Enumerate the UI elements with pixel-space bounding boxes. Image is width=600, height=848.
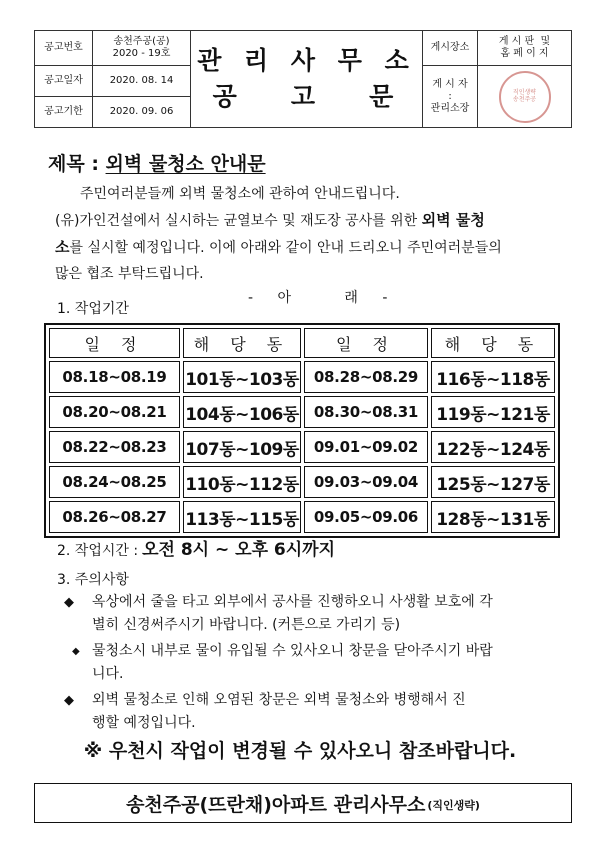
schedule-date: 08.22~08.23 [49, 431, 180, 463]
list-item [64, 591, 564, 637]
notice-title-line2: 공 고 문 [212, 82, 401, 111]
work-hours: 오전 8시 ~ 오후 6시까지 [142, 540, 336, 560]
label-notice-deadline: 공고기한 [35, 97, 93, 128]
intro-line3 [55, 234, 560, 261]
schedule-date: 08.30~08.31 [304, 396, 428, 428]
schedule-header-date-2: 일 정 [304, 328, 428, 358]
ara-heading: - 아 래 - [248, 290, 398, 306]
schedule-date: 08.28~08.29 [304, 361, 428, 393]
schedule-building: 122동~124동 [431, 431, 555, 463]
label-posting-place: 게시장소 [423, 31, 478, 66]
seal-omitted-note: (직인생략) [427, 799, 480, 812]
table-row [49, 466, 555, 498]
value-notice-deadline: 2020. 09. 06 [93, 97, 191, 128]
table-row [49, 501, 555, 533]
notice-title [191, 31, 423, 128]
schedule-date: 09.05~09.06 [304, 501, 428, 533]
rain-notice: ※ 우천시 작업이 변경될 수 있사오니 참조바랍니다. [83, 740, 517, 762]
schedule-date: 08.20~08.21 [49, 396, 180, 428]
section1-heading: 1. 작업기간 [57, 301, 129, 317]
intro-line3-bold: 소 [55, 238, 70, 256]
schedule-date: 08.24~08.25 [49, 466, 180, 498]
schedule-building: 107동~109동 [183, 431, 301, 463]
list-item [64, 640, 564, 686]
caution-list [64, 585, 564, 738]
label-notice-number: 공고번호 [35, 31, 93, 66]
official-seal-stamp [499, 71, 551, 123]
section2-heading [57, 535, 335, 560]
intro-line2 [55, 207, 560, 234]
intro-line1: 주민여러분들께 외벽 물청소에 관하여 안내드립니다. [80, 186, 400, 202]
diamond-bullet-icon: ◆ [64, 595, 74, 610]
intro-line2-text: (유)가인건설에서 실시하는 균열보수 및 재도장 공사를 위한 [55, 213, 422, 229]
schedule-building: 116동~118동 [431, 361, 555, 393]
section3-heading: 3. 주의사항 [57, 572, 129, 588]
poster-colon: : [448, 90, 452, 102]
office-name: 송천주공(뜨란채)아파트 관리사무소 [126, 793, 426, 816]
section2-label: 2. 작업시간 : [57, 543, 139, 559]
schedule-date: 08.26~08.27 [49, 501, 180, 533]
label-notice-date: 공고일자 [35, 66, 93, 97]
label-poster: 게 시 자 [432, 78, 468, 90]
intro-line3-text: 를 실시할 예정입니다. 이에 아래와 같이 안내 드리오니 주민여러분들의 [69, 240, 502, 256]
value-notice-date: 2020. 08. 14 [93, 66, 191, 97]
list-item [64, 689, 564, 735]
schedule-date: 09.03~09.04 [304, 466, 428, 498]
schedule-building: 104동~106동 [183, 396, 301, 428]
schedule-building: 101동~103동 [183, 361, 301, 393]
schedule-header-date-1: 일 정 [49, 328, 180, 358]
value-notice-number [93, 31, 191, 66]
diamond-bullet-icon: ◆ [72, 646, 80, 657]
schedule-building: 119동~121동 [431, 396, 555, 428]
caution-text-line1: 물청소시 내부로 물이 유입될 수 있사오니 창문을 닫아주시기 바랍 [92, 643, 493, 659]
intro-line2-bold: 외벽 물청 [421, 211, 485, 229]
schedule-building: 125동~127동 [431, 466, 555, 498]
value-posting-place-line2: 홈 페 이 지 [500, 48, 549, 59]
poster-title: 관리소장 [430, 102, 470, 114]
caution-text-line2: 니다. [92, 666, 124, 682]
caution-text-line1: 외벽 물청소로 인해 오염된 창문은 외벽 물청소와 병행해서 진 [92, 692, 466, 708]
schedule-date: 09.01~09.02 [304, 431, 428, 463]
stamp-text-bottom: 송천주공 [512, 95, 537, 103]
notice-title-line1: 관 리 사 무 소 [197, 46, 416, 75]
poster-cell [423, 66, 478, 128]
schedule-building: 113동~115동 [183, 501, 301, 533]
schedule-table [44, 323, 560, 538]
stamp-cell [478, 66, 572, 128]
schedule-date: 08.18~08.19 [49, 361, 180, 393]
subject-line [48, 149, 266, 176]
caution-text-line2: 별히 신경써주시기 바랍니다. (커튼으로 가리기 등) [92, 617, 401, 633]
schedule-building: 128동~131동 [431, 501, 555, 533]
notice-header-table [34, 30, 572, 128]
footer-signature-box [34, 783, 572, 823]
value-posting-place [478, 31, 572, 66]
schedule-building: 110동~112동 [183, 466, 301, 498]
table-row [49, 396, 555, 428]
table-row [49, 361, 555, 393]
value-notice-number-line2: 2020 - 19호 [112, 48, 171, 59]
schedule-header-building-2: 해 당 동 [431, 328, 555, 358]
schedule-header-building-1: 해 당 동 [183, 328, 301, 358]
subject-title: 외벽 물청소 안내문 [105, 153, 266, 175]
table-row [49, 431, 555, 463]
value-posting-place-line1: 게 시 판 및 [498, 36, 551, 47]
intro-paragraph [55, 207, 560, 287]
stamp-text-top: 직인생략 [512, 88, 537, 96]
caution-text-line2: 행할 예정입니다. [92, 715, 196, 731]
caution-text-line1: 옥상에서 줄을 타고 외부에서 공사를 진행하오니 사생활 보호에 각 [92, 594, 493, 610]
intro-line4: 많은 협조 부탁드립니다. [55, 266, 204, 282]
value-notice-number-line1: 송천주공(공) [113, 36, 170, 47]
subject-prefix: 제목 : [48, 153, 106, 175]
diamond-bullet-icon: ◆ [64, 693, 74, 708]
